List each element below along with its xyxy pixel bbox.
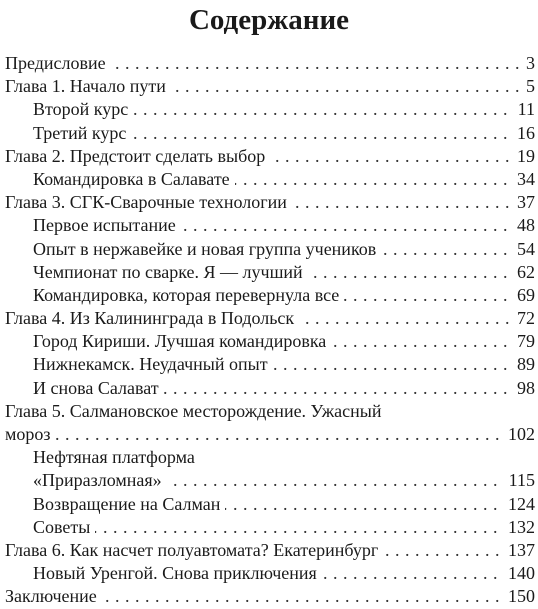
toc-page-number: 89 — [512, 353, 535, 376]
toc-entry-chapter[interactable] — [0, 52, 538, 75]
dot-leader — [5, 423, 535, 446]
toc-entry-section[interactable] — [0, 562, 538, 585]
toc-entry-chapter[interactable] — [0, 145, 538, 168]
toc-entry-label: Новый Уренгой. Снова приключения — [33, 562, 322, 585]
page-title: Содержание — [188, 4, 350, 36]
toc-entry-label: Глава 5. Салмановское месторождение. Ужасный — [5, 400, 387, 423]
toc-entry-label: Предисловие — [5, 52, 111, 75]
toc-entry-label: Третий курс — [33, 122, 131, 145]
toc-entry-label: мороз — [5, 423, 56, 446]
toc-page-number: 37 — [512, 191, 535, 214]
toc-entry-label: Город Кириши. Лучшая командировка — [33, 330, 331, 353]
toc-entry-label: Глава 1. Начало пути — [5, 75, 171, 98]
toc-entry-label: И снова Салават — [33, 377, 164, 400]
toc-entry-label: Командировка, которая перевернула все — [33, 284, 344, 307]
toc-page-number: 137 — [503, 539, 535, 562]
toc-page-number: 140 — [503, 562, 535, 585]
toc-entry-section[interactable] — [0, 493, 538, 516]
toc-entry-chapter[interactable] — [0, 307, 538, 330]
toc-entry-section[interactable] — [0, 353, 538, 376]
toc-entry-chapter[interactable] — [0, 585, 538, 608]
toc-entry-section[interactable] — [0, 214, 538, 237]
toc-entry-label: Второй курс — [33, 98, 133, 121]
toc-page-number: 79 — [512, 330, 535, 353]
toc-page-number: 16 — [512, 122, 535, 145]
table-of-contents — [0, 52, 538, 609]
toc-entry-section[interactable] — [0, 168, 538, 191]
toc-page-number: 69 — [512, 284, 535, 307]
toc-entry-label: Глава 4. Из Калининграда в Подольск — [5, 307, 299, 330]
toc-page-number: 54 — [512, 238, 535, 261]
toc-entry-section[interactable] — [0, 516, 538, 539]
toc-entry-section[interactable] — [0, 284, 538, 307]
toc-entry-section[interactable] — [0, 98, 538, 121]
toc-entry-chapter[interactable] — [0, 400, 538, 423]
toc-entry-label: Опыт в нержавейке и новая группа учеников — [33, 238, 381, 261]
toc-entry-chapter[interactable] — [0, 191, 538, 214]
dot-leader — [33, 516, 535, 539]
toc-entry-section[interactable] — [0, 261, 538, 284]
toc-entry-label: Нижнекамск. Неудачный опыт — [33, 353, 273, 376]
toc-entry-section[interactable] — [0, 446, 538, 469]
toc-entry-label: Советы — [33, 516, 95, 539]
toc-entry-label: Нефтяная платформа — [33, 446, 200, 469]
toc-entry-label: Глава 6. Как насчет полуавтомата? Екатеринбург — [5, 539, 383, 562]
toc-page-number: 34 — [512, 168, 535, 191]
toc-page-number: 124 — [503, 493, 535, 516]
toc-entry-label: Чемпионат по сварке. Я — лучший — [33, 261, 308, 284]
toc-entry-chapter[interactable] — [0, 423, 538, 446]
toc-entry-section[interactable] — [0, 377, 538, 400]
toc-page-number: 3 — [521, 52, 535, 75]
toc-page-number: 72 — [512, 307, 535, 330]
toc-entry-label: «Приразломная» — [33, 469, 167, 492]
toc-page-number: 48 — [512, 214, 535, 237]
toc-page-number: 115 — [504, 469, 535, 492]
toc-entry-label: Командировка в Салавате — [33, 168, 235, 191]
toc-page-number: 11 — [513, 98, 535, 121]
toc-page-number: 102 — [503, 423, 535, 446]
toc-entry-section[interactable] — [0, 238, 538, 261]
toc-entry-label: Первое испытание — [33, 214, 181, 237]
toc-page-number: 19 — [512, 145, 535, 168]
toc-page-number: 132 — [503, 516, 535, 539]
toc-entry-section[interactable] — [0, 469, 538, 492]
toc-page-number: 5 — [521, 75, 535, 98]
toc-entry-chapter[interactable] — [0, 539, 538, 562]
toc-entry-label: Глава 2. Предстоит сделать выбор — [5, 145, 270, 168]
toc-entry-label: Заключение — [5, 585, 102, 608]
toc-entry-chapter[interactable] — [0, 75, 538, 98]
toc-entry-section[interactable] — [0, 122, 538, 145]
toc-entry-label: Глава 3. СГК-Сварочные технологии — [5, 191, 292, 214]
toc-page-number: 98 — [512, 377, 535, 400]
toc-entry-section[interactable] — [0, 330, 538, 353]
toc-entry-label: Возвращение на Салман — [33, 493, 225, 516]
toc-page-number: 62 — [512, 261, 535, 284]
toc-page-number: 150 — [503, 585, 535, 608]
